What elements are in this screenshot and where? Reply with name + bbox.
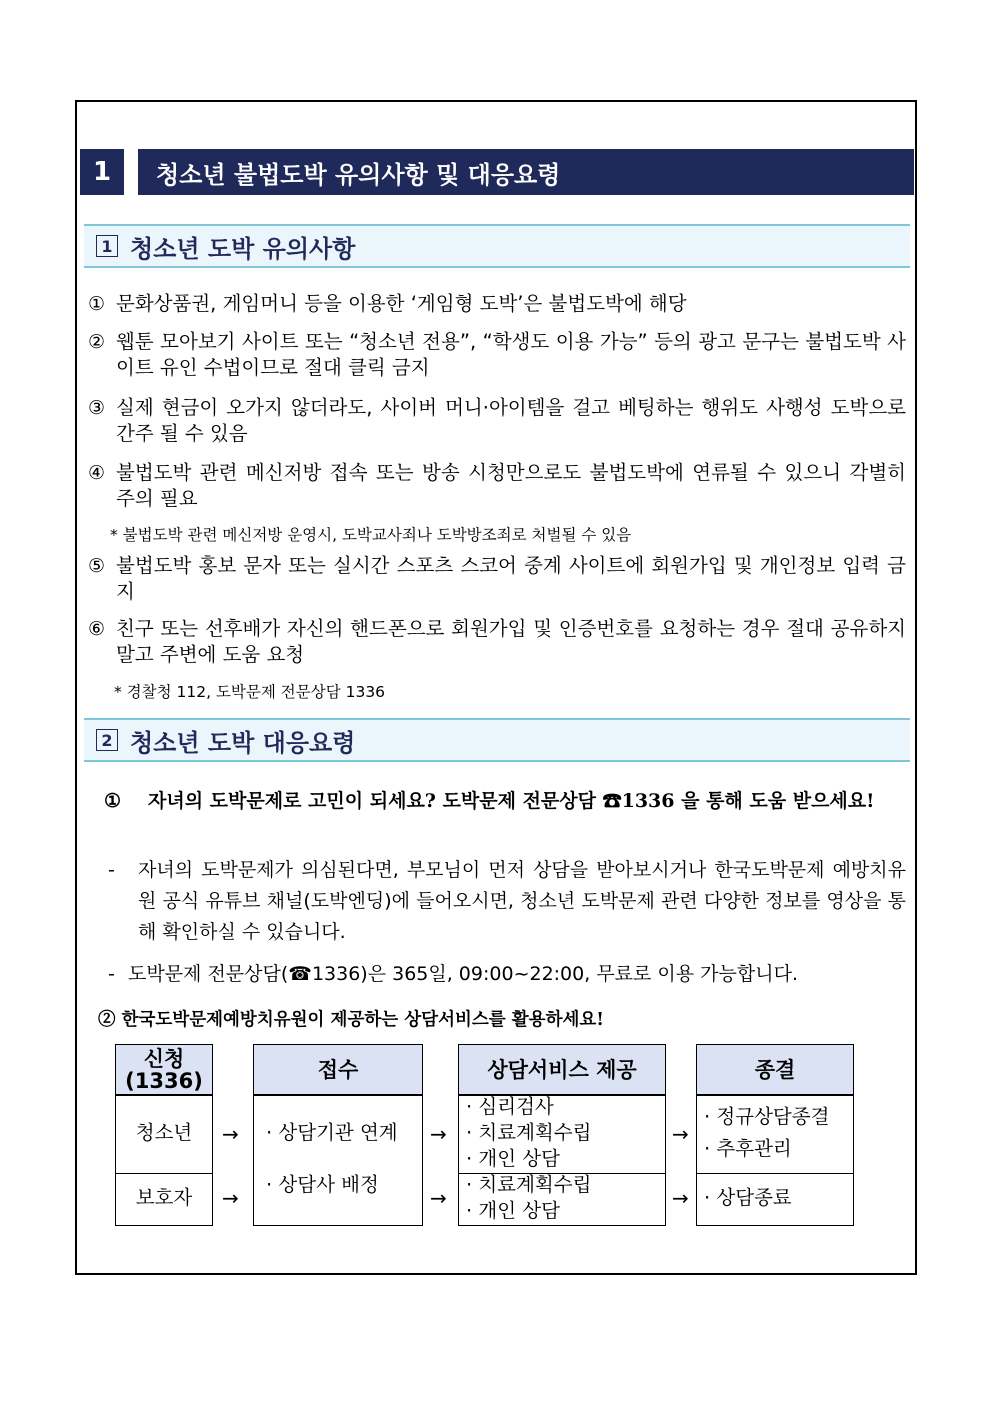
- question-2: ② 한국도박문제예방치유원이 제공하는 상담서비스를 활용하세요!: [98, 1010, 604, 1030]
- list-item: [88, 460, 906, 512]
- flow-col2-body: [253, 1094, 423, 1226]
- section2-heading: [84, 718, 910, 762]
- list-item: [88, 291, 906, 317]
- dash-mark: -: [108, 963, 115, 985]
- dash-text: 도박문제 전문상담(☎1336)은 365일, 09:00~22:00, 무료로 이용 가능합니다.: [128, 963, 798, 985]
- flow-cell-treatment-plan: · 치료계획수립: [466, 1121, 592, 1144]
- dash-mark: -: [108, 859, 115, 881]
- dash-item: [108, 855, 906, 948]
- section1-number: 1: [96, 235, 118, 257]
- list-item: [88, 553, 906, 605]
- flow-arrow: →: [672, 1186, 689, 1210]
- item-text: 친구 또는 선후배가 자신의 핸드폰으로 회원가입 및 인증번호를 요청하는 경우 절대 공유하지 말고 주변에 도움 요청: [116, 617, 906, 666]
- dash-item: [108, 959, 906, 990]
- flow-cell-youth: 청소년: [135, 1121, 193, 1144]
- question-text: 자녀의 도박문제로 고민이 되세요? 도박문제 전문상담 ☎1336 을 통해 도움 받으세요!: [148, 790, 875, 812]
- flow-cell-link: · 상담기관 연계: [266, 1121, 398, 1144]
- flow-head-apply-line2: (1336): [125, 1069, 203, 1093]
- note-text: * 경찰청 112, 도박문제 전문상담 1336: [114, 683, 386, 701]
- section1-heading: [84, 224, 910, 268]
- item-number: ③: [88, 397, 106, 419]
- flow-arrow: →: [672, 1122, 689, 1146]
- flow-arrow: →: [430, 1186, 447, 1210]
- section1-title: 청소년 도박 유의사항: [130, 234, 356, 263]
- item-number: ④: [88, 462, 106, 484]
- flow-cell-psych-test: · 심리검사: [466, 1095, 554, 1118]
- flow-cell-guardian: 보호자: [135, 1186, 193, 1209]
- flow-cell-personal-counsel: · 개인 상담: [466, 1199, 560, 1222]
- item-number: ⑥: [88, 618, 106, 640]
- question-1: [104, 787, 906, 816]
- item-text: 불법도박 관련 메신저방 접속 또는 방송 시청만으로도 불법도박에 연류될 수 있으니 각별히 주의 필요: [116, 461, 906, 510]
- flow-divider: [115, 1173, 213, 1174]
- flow-cell-assign: · 상담사 배정: [266, 1173, 379, 1196]
- flow-cell-personal-counsel: · 개인 상담: [466, 1147, 560, 1170]
- flow-cell-followup: · 추후관리: [704, 1137, 792, 1160]
- item-text: 실제 현금이 오가지 않더라도, 사이버 머니·아이템을 걸고 베팅하는 행위도 사행성 도박으로 간주 될 수 있음: [116, 396, 906, 445]
- flow-head-apply-line1: 신청: [143, 1047, 185, 1071]
- flow-head-close: 종결: [696, 1044, 854, 1096]
- flow-arrow: →: [222, 1186, 239, 1210]
- note-text: * 불법도박 관련 메신저방 운영시, 도박교사죄나 도박방조죄로 처벌될 수 있음: [110, 526, 632, 544]
- header-title: 청소년 불법도박 유의사항 및 대응요령: [138, 149, 914, 195]
- section2-title: 청소년 도박 대응요령: [130, 728, 356, 757]
- item-number: ⑤: [88, 555, 106, 577]
- list-item: [88, 395, 906, 447]
- flow-arrow: →: [222, 1122, 239, 1146]
- flow-head-apply: [115, 1044, 213, 1096]
- dash-text: 자녀의 도박문제가 의심된다면, 부모님이 먼저 상담을 받아보시거나 한국도박문제 예방치유원 공식 유튜브 채널(도박엔딩)에 들어오시면, 청소년 도박문제 관련 다양한 정보를 영상을 통해 확인하실 수 있습니다.: [138, 859, 906, 943]
- flow-head-service: 상담서비스 제공: [458, 1044, 666, 1096]
- question-number: ①: [104, 790, 122, 812]
- flow-divider: [696, 1173, 854, 1174]
- item-text: 문화상품권, 게임머니 등을 이용한 ‘게임형 도박’은 불법도박에 해당: [116, 292, 687, 315]
- flow-head-receipt: 접수: [253, 1044, 423, 1096]
- section2-number: 2: [96, 729, 118, 751]
- item-text: 불법도박 홍보 문자 또는 실시간 스포츠 스코어 중계 사이트에 회원가입 및 개인정보 입력 금지: [116, 554, 906, 603]
- item-text: 웹툰 모아보기 사이트 또는 “청소년 전용”, “학생도 이용 가능” 등의 광고 문구는 불법도박 사이트 유인 수법이므로 절대 클릭 금지: [116, 330, 906, 379]
- flow-cell-end: · 상담종료: [704, 1186, 792, 1209]
- item-number: ②: [88, 331, 106, 353]
- flow-cell-treatment-plan: · 치료계획수립: [466, 1173, 592, 1196]
- flow-arrow: →: [430, 1122, 447, 1146]
- item-number: ①: [88, 293, 106, 315]
- flow-cell-regular-close: · 정규상담종결: [704, 1105, 830, 1128]
- header-number: 1: [80, 149, 124, 195]
- list-item: [88, 329, 906, 381]
- list-item: [88, 616, 906, 668]
